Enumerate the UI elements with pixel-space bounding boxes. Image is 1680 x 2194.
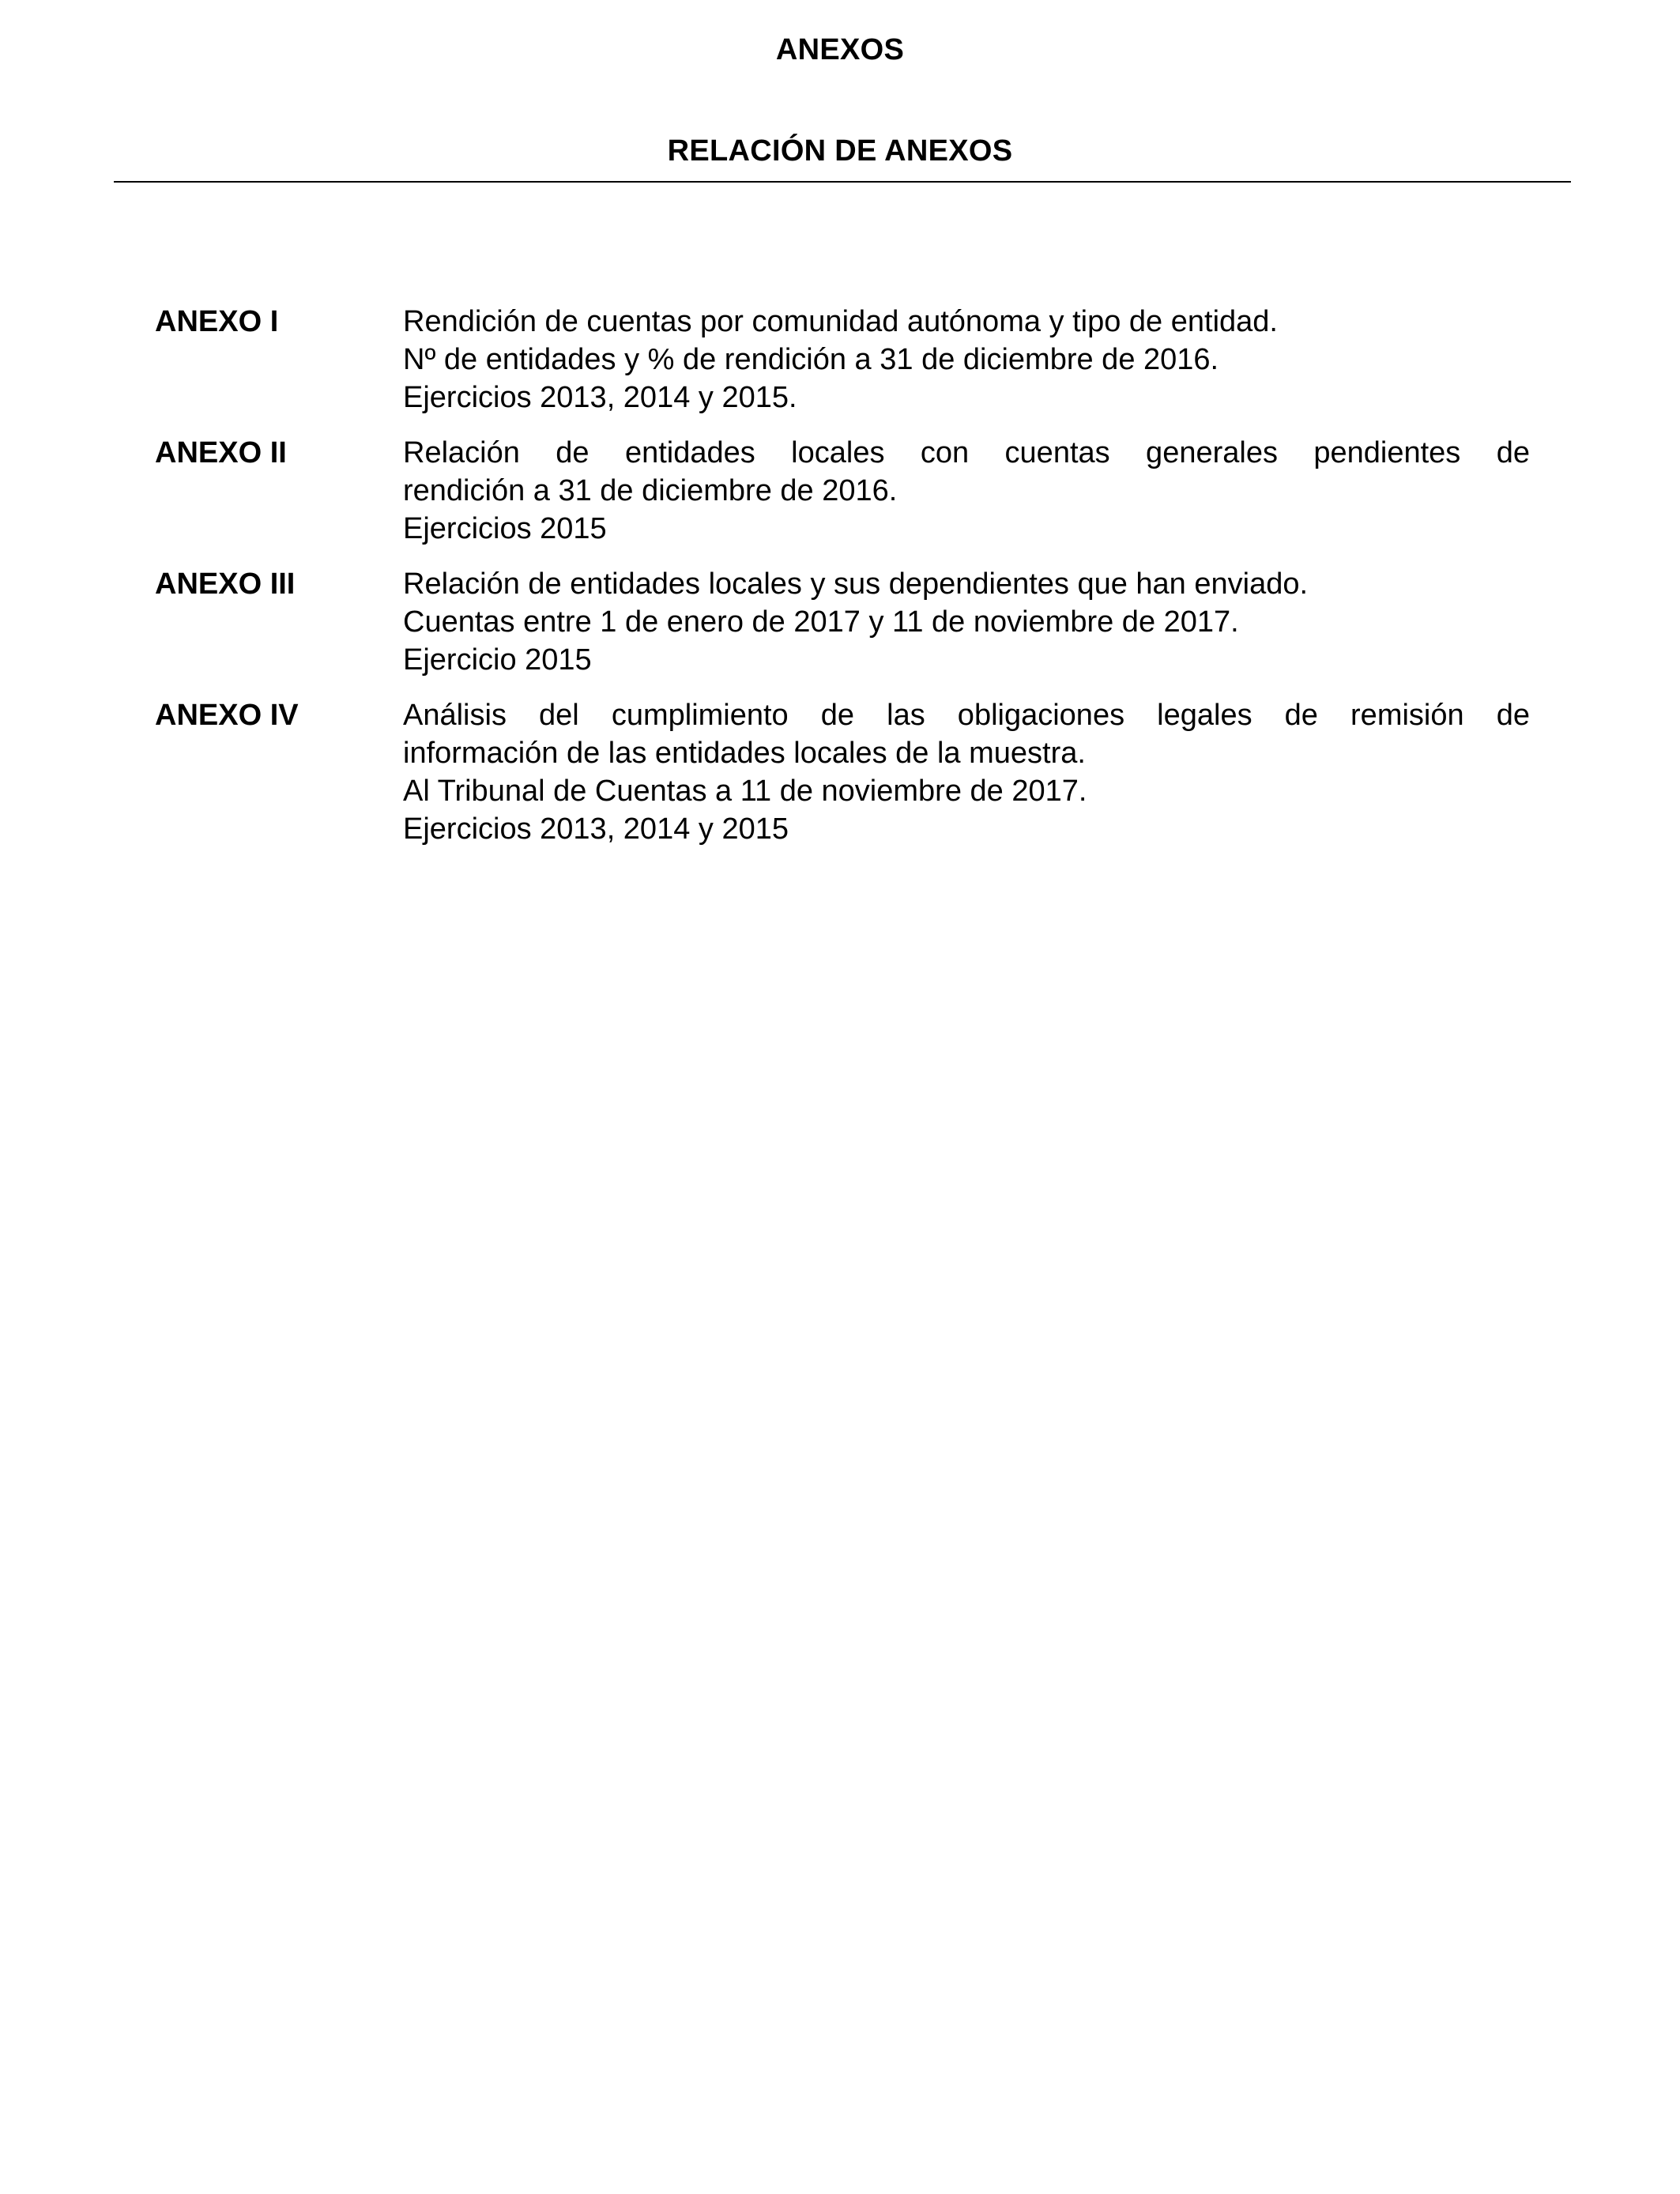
annex-entry-ii (155, 434, 1530, 548)
annex-description (403, 303, 1530, 417)
annex-label: ANEXO IV (155, 699, 299, 732)
annex-description-line: rendición a 31 de diciembre de 2016. (403, 474, 898, 507)
annex-list (155, 303, 1530, 865)
annex-description (403, 434, 1530, 548)
annex-description-line: información de las entidades locales de la muestra. (403, 737, 1086, 770)
annex-description-line: Ejercicios 2013, 2014 y 2015. (403, 381, 797, 414)
annex-description (403, 696, 1530, 848)
annex-label: ANEXO III (155, 567, 296, 601)
annex-description-line: Análisis del cumplimiento de las obligaciones legales de remisión de (403, 699, 1530, 732)
page-title: ANEXOS (775, 33, 905, 66)
annex-label: ANEXO II (155, 436, 287, 469)
annex-description-line: Ejercicios 2013, 2014 y 2015 (403, 812, 789, 846)
annex-label: ANEXO I (155, 305, 279, 338)
annex-entry-i (155, 303, 1530, 417)
annex-description-line: Cuentas entre 1 de enero de 2017 y 11 de noviembre de 2017. (403, 605, 1239, 639)
annex-description-line: Ejercicio 2015 (403, 643, 592, 677)
annex-entry-iv (155, 696, 1530, 848)
annex-description (403, 565, 1530, 679)
annex-entry-iii (155, 565, 1530, 679)
annex-description-line: Rendición de cuentas por comunidad autónoma y tipo de entidad. (403, 305, 1278, 338)
annex-description-line: Relación de entidades locales con cuentas generales pendientes de (403, 436, 1530, 469)
title-divider (114, 181, 1571, 183)
section-title: RELACIÓN DE ANEXOS (667, 134, 1013, 168)
annex-description-line: Al Tribunal de Cuentas a 11 de noviembre de 2017. (403, 775, 1087, 808)
annex-description-line: Ejercicios 2015 (403, 512, 607, 545)
annex-description-line: Nº de entidades y % de rendición a 31 de diciembre de 2016. (403, 343, 1219, 376)
annex-description-line: Relación de entidades locales y sus dependientes que han enviado. (403, 567, 1309, 601)
